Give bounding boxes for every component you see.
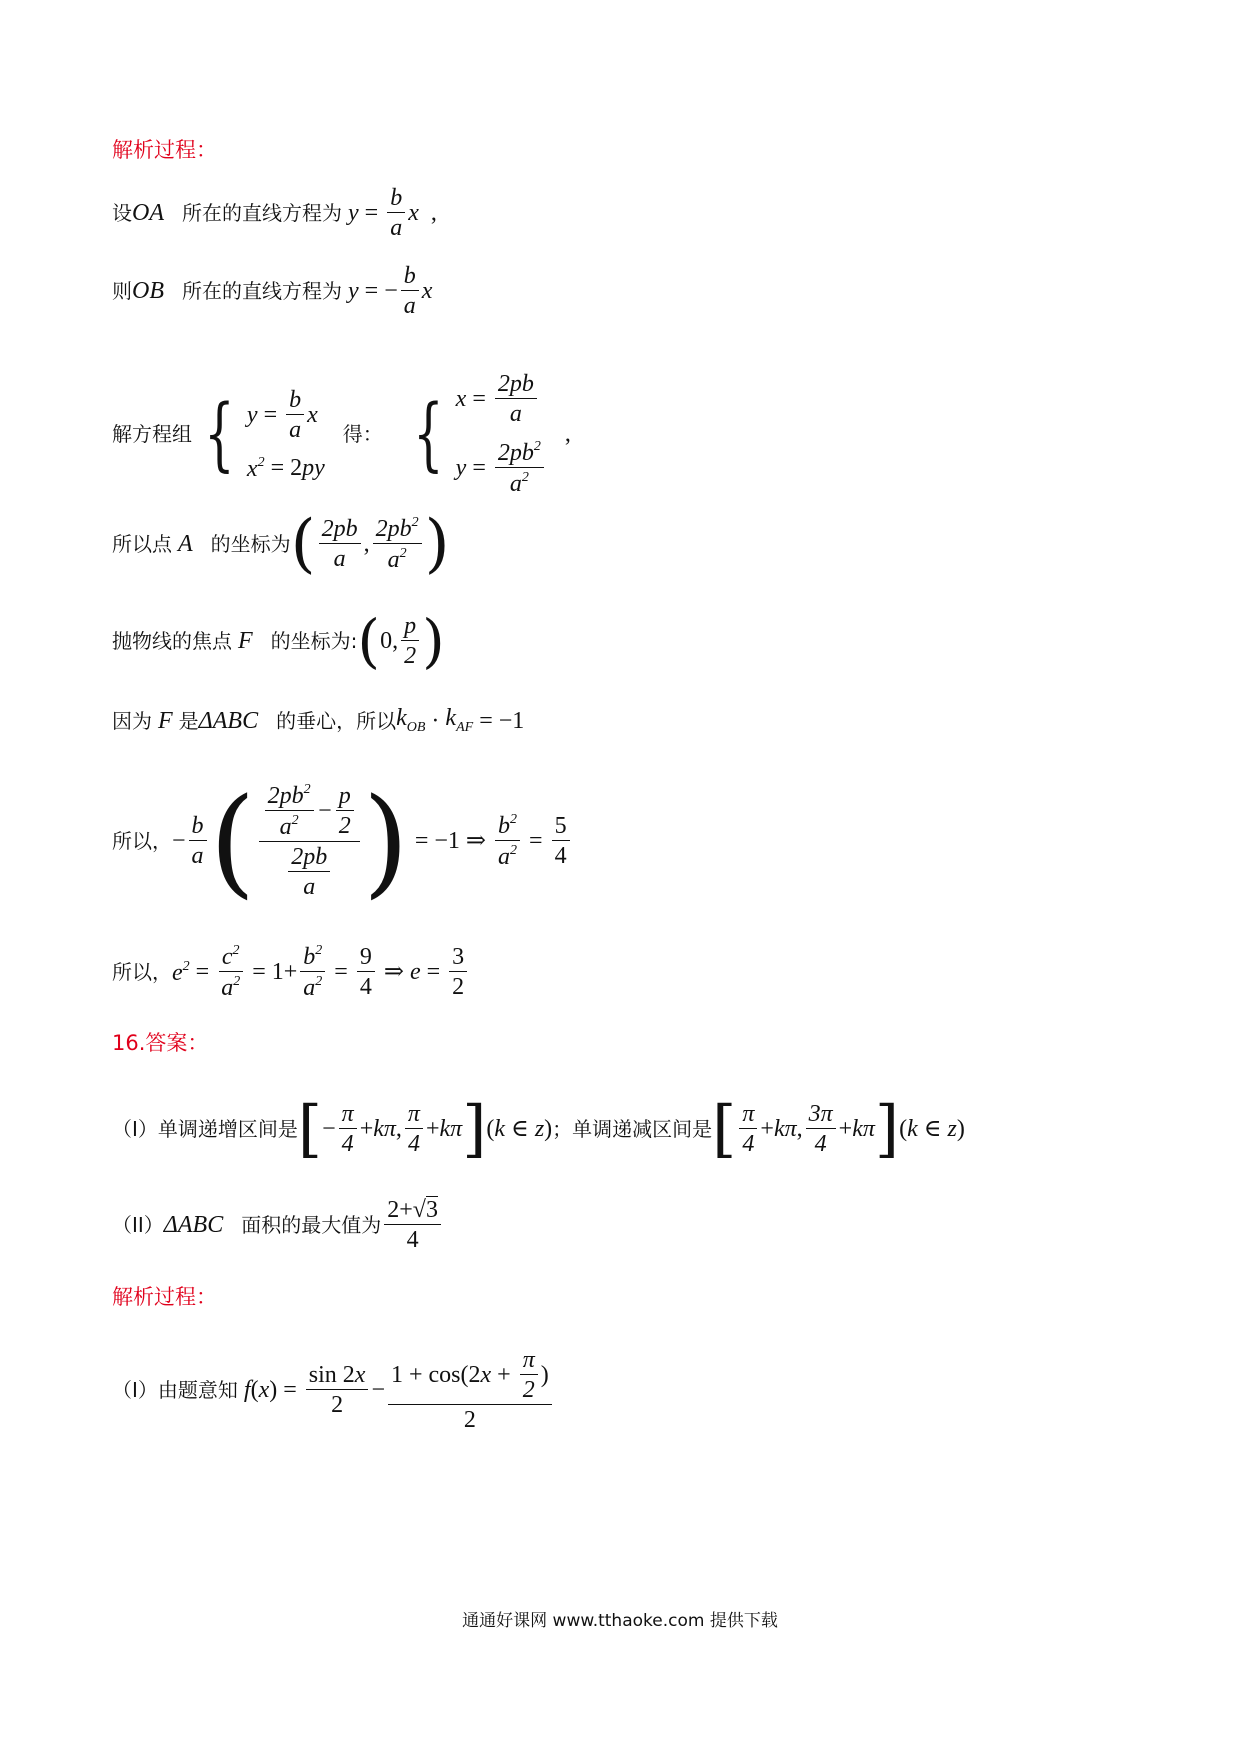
line-focus-f: 抛物线的焦点 F 的坐标为: ( 0, $\frac{p}{2}$ ) xyxy=(112,607,445,675)
line-equation-system: 解方程组 { y = $\frac{b}{a}$ x $x^2$ = 2 py 得： { x = $\frac{2pb}{a}$ y = $\frac{2pb^2}{a^2}$ , xyxy=(112,371,571,497)
line-oa-equation: 设 OA 所在的直线方程为 y = $\frac{b}{a}$ x , xyxy=(112,185,437,241)
solution-part-1: （I）由题意知 f ( x ) = $\frac{\sin 2x}{2}$ − 1 + cos(2 x + $\frac{\pi}{2}$ ) 2 xyxy=(112,1348,555,1432)
line-orthocenter: 因为 F 是 ΔABC 的垂心，所以 $k_{OB}$ · $k_{AF}$ = −1 xyxy=(112,705,525,735)
analysis-heading-2: 解析过程： xyxy=(112,1285,217,1309)
text: 面积的最大值为 xyxy=(241,1213,382,1237)
text: 的坐标为: xyxy=(270,629,358,653)
triangle-abc: ΔABC xyxy=(198,707,259,734)
line-eccentricity: 所以， $e^2$ = $\frac{c^2}{a^2}$ = 1+ $\frac{b^2}{a^2}$ = $\frac{9}{4}$ ⇒ e = $\frac{3}{2}$ xyxy=(112,944,470,1000)
text: 的坐标为 xyxy=(210,532,291,556)
answer-heading-16: 16.答案： xyxy=(112,1031,209,1055)
line-ob-equation: 则 OB 所在的直线方程为 y = − $\frac{b}{a}$ x xyxy=(112,263,433,319)
text: 是 xyxy=(178,708,199,733)
text: （I）由题意知 xyxy=(112,1378,238,1402)
text-prefix: 则 xyxy=(112,279,132,303)
text: 解方程组 xyxy=(112,422,192,446)
text-get: 得： xyxy=(342,422,383,446)
triangle-abc: ΔABC xyxy=(163,1212,224,1238)
text: （I）单调递增区间是 xyxy=(112,1117,298,1141)
text: 所在的直线方程为 xyxy=(182,279,342,303)
text: 所以点 xyxy=(112,532,172,556)
var-oa: OA xyxy=(132,200,164,226)
text: 的垂心，所以 xyxy=(276,708,397,733)
analysis-heading-1: 解析过程： xyxy=(112,138,217,162)
text: 抛物线的焦点 xyxy=(112,629,232,653)
line-point-a: 所以点 A 的坐标为 ( $\frac{2pb}{a}$ , $\frac{2pb^2}{a^2}$ ) xyxy=(112,507,450,581)
text-prefix: 设 xyxy=(112,201,132,225)
footer-source: 通通好课网 www.tthaoke.com 提供下载 xyxy=(462,1611,778,1631)
var-ob: OB xyxy=(132,278,164,304)
line-slope-product: 所以， − $\frac{b}{a}$ ( $\frac{2pb^2}{a^2}$ − $\frac{p}{2}$ $\frac{2pb}{a}$ ) = −1 ⇒ $\frac{b^2}{a^2}$ = $\frac{5}{4}$ xyxy=(112,782,573,900)
answer-part-2: （II） ΔABC 面积的最大值为 $\frac{2+√3}{4}$ xyxy=(112,1198,444,1252)
text: ；单调递减区间是 xyxy=(552,1117,713,1141)
text: 所以， xyxy=(112,829,172,853)
text: （II） xyxy=(112,1213,164,1237)
var-a: A xyxy=(178,531,193,557)
answer-part-1: （I）单调递增区间是 [ − $\frac{\pi}{4}$ + kπ , $\frac{\pi}{4}$ + kπ ] ( k ∈ z ) ；单调递减区间是 [ $\frac{\pi}{4}$ + kπ , $\frac{3\pi}{4}$ + kπ ] ( k ∈ z ) xyxy=(112,1092,965,1165)
text: 所以， xyxy=(112,960,172,984)
text: 所在的直线方程为 xyxy=(182,201,342,225)
var-f: F xyxy=(238,628,253,654)
text: 因为 xyxy=(112,708,152,733)
var-f: F xyxy=(158,707,173,734)
